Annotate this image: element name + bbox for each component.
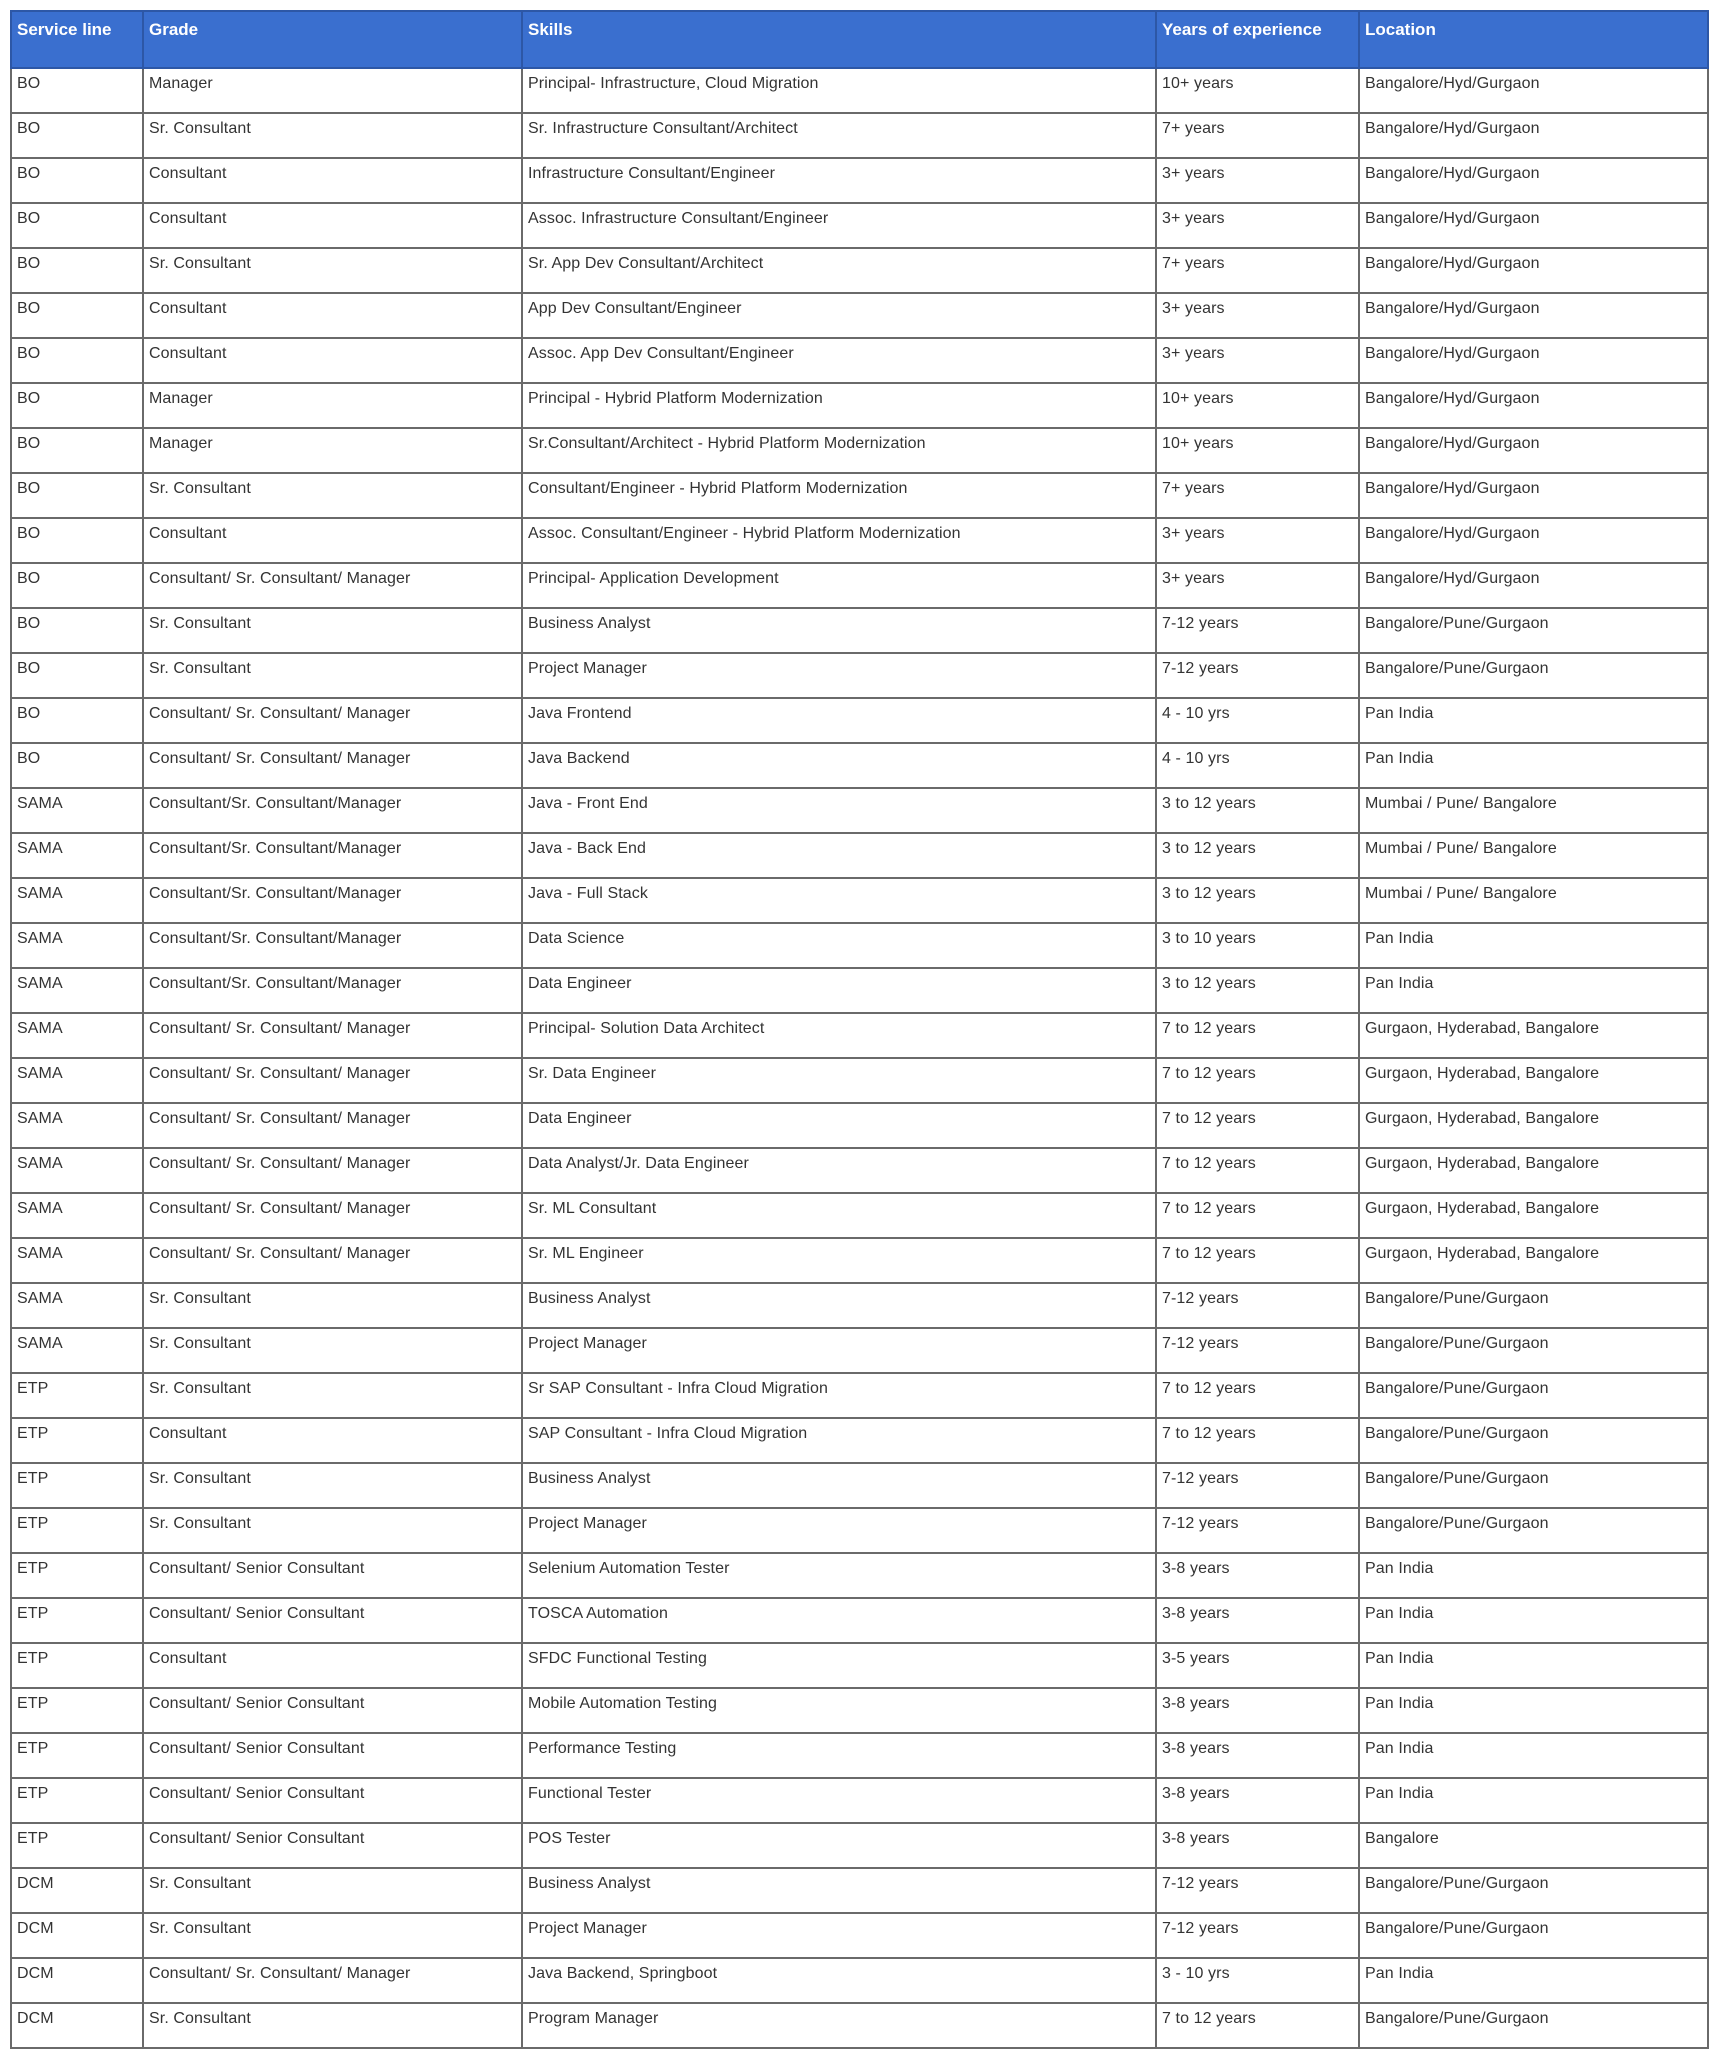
cell-grade: Consultant/ Sr. Consultant/ Manager (143, 743, 522, 788)
cell-grade: Manager (143, 68, 522, 113)
cell-location: Pan India (1359, 743, 1708, 788)
cell-location: Bangalore/Hyd/Gurgaon (1359, 383, 1708, 428)
table-row (11, 158, 1708, 203)
cell-grade: Consultant (143, 518, 522, 563)
cell-grade: Consultant/Sr. Consultant/Manager (143, 788, 522, 833)
table-row (11, 743, 1708, 788)
cell-location: Bangalore/Pune/Gurgaon (1359, 2003, 1708, 2048)
cell-service-line: BO (11, 248, 143, 293)
cell-skills: Sr. Data Engineer (522, 1058, 1156, 1103)
cell-service-line: ETP (11, 1463, 143, 1508)
cell-years-of-experience: 3-8 years (1156, 1733, 1359, 1778)
table-row (11, 1778, 1708, 1823)
cell-years-of-experience: 10+ years (1156, 428, 1359, 473)
header-grade: Grade (143, 11, 522, 68)
cell-location: Pan India (1359, 1598, 1708, 1643)
cell-service-line: ETP (11, 1778, 143, 1823)
cell-service-line: SAMA (11, 923, 143, 968)
cell-service-line: BO (11, 68, 143, 113)
cell-grade: Consultant/Sr. Consultant/Manager (143, 833, 522, 878)
cell-skills: Principal - Hybrid Platform Modernization (522, 383, 1156, 428)
cell-skills: Project Manager (522, 1913, 1156, 1958)
cell-grade: Consultant/ Sr. Consultant/ Manager (143, 1238, 522, 1283)
cell-service-line: ETP (11, 1508, 143, 1553)
cell-grade: Consultant/ Sr. Consultant/ Manager (143, 1958, 522, 2003)
cell-grade: Consultant/Sr. Consultant/Manager (143, 923, 522, 968)
table-row (11, 1463, 1708, 1508)
cell-grade: Consultant/ Senior Consultant (143, 1778, 522, 1823)
openings-table (10, 10, 1709, 2049)
cell-service-line: SAMA (11, 1283, 143, 1328)
cell-years-of-experience: 7-12 years (1156, 1913, 1359, 1958)
cell-service-line: BO (11, 653, 143, 698)
table-row (11, 608, 1708, 653)
cell-years-of-experience: 7 to 12 years (1156, 1058, 1359, 1103)
cell-grade: Sr. Consultant (143, 1283, 522, 1328)
cell-location: Pan India (1359, 1643, 1708, 1688)
cell-service-line: SAMA (11, 1238, 143, 1283)
cell-grade: Consultant/ Sr. Consultant/ Manager (143, 1103, 522, 1148)
cell-years-of-experience: 3-8 years (1156, 1823, 1359, 1868)
cell-years-of-experience: 7-12 years (1156, 653, 1359, 698)
cell-service-line: ETP (11, 1553, 143, 1598)
cell-location: Bangalore/Pune/Gurgaon (1359, 1283, 1708, 1328)
table-row (11, 473, 1708, 518)
cell-location: Bangalore/Pune/Gurgaon (1359, 1328, 1708, 1373)
cell-skills: POS Tester (522, 1823, 1156, 1868)
cell-location: Gurgaon, Hyderabad, Bangalore (1359, 1238, 1708, 1283)
cell-service-line: SAMA (11, 1058, 143, 1103)
table-row (11, 428, 1708, 473)
cell-location: Mumbai / Pune/ Bangalore (1359, 878, 1708, 923)
cell-location: Mumbai / Pune/ Bangalore (1359, 833, 1708, 878)
cell-location: Pan India (1359, 1553, 1708, 1598)
cell-skills: Project Manager (522, 653, 1156, 698)
table-row (11, 1508, 1708, 1553)
cell-grade: Consultant/ Senior Consultant (143, 1823, 522, 1868)
cell-years-of-experience: 3-8 years (1156, 1553, 1359, 1598)
cell-grade: Sr. Consultant (143, 608, 522, 653)
table-row (11, 1868, 1708, 1913)
cell-location: Bangalore/Hyd/Gurgaon (1359, 338, 1708, 383)
table-row (11, 1913, 1708, 1958)
cell-location: Bangalore/Pune/Gurgaon (1359, 1868, 1708, 1913)
table-row (11, 1103, 1708, 1148)
cell-location: Bangalore/Hyd/Gurgaon (1359, 113, 1708, 158)
cell-grade: Consultant (143, 1418, 522, 1463)
cell-service-line: SAMA (11, 1193, 143, 1238)
cell-skills: Principal- Infrastructure, Cloud Migration (522, 68, 1156, 113)
cell-location: Bangalore/Pune/Gurgaon (1359, 1373, 1708, 1418)
cell-grade: Sr. Consultant (143, 653, 522, 698)
table-row (11, 1148, 1708, 1193)
cell-location: Bangalore/Hyd/Gurgaon (1359, 158, 1708, 203)
cell-grade: Sr. Consultant (143, 1463, 522, 1508)
cell-skills: App Dev Consultant/Engineer (522, 293, 1156, 338)
cell-location: Pan India (1359, 1778, 1708, 1823)
cell-location: Gurgaon, Hyderabad, Bangalore (1359, 1058, 1708, 1103)
cell-years-of-experience: 10+ years (1156, 383, 1359, 428)
header-skills: Skills (522, 11, 1156, 68)
table-row (11, 833, 1708, 878)
cell-years-of-experience: 7+ years (1156, 473, 1359, 518)
cell-years-of-experience: 7 to 12 years (1156, 1103, 1359, 1148)
cell-service-line: BO (11, 698, 143, 743)
cell-location: Mumbai / Pune/ Bangalore (1359, 788, 1708, 833)
cell-location: Bangalore/Pune/Gurgaon (1359, 1508, 1708, 1553)
cell-skills: Project Manager (522, 1508, 1156, 1553)
cell-years-of-experience: 3 to 10 years (1156, 923, 1359, 968)
cell-years-of-experience: 3+ years (1156, 203, 1359, 248)
cell-grade: Consultant (143, 293, 522, 338)
cell-grade: Consultant (143, 1643, 522, 1688)
cell-skills: Business Analyst (522, 1868, 1156, 1913)
cell-years-of-experience: 7 to 12 years (1156, 1238, 1359, 1283)
table-row (11, 1958, 1708, 2003)
cell-location: Bangalore/Hyd/Gurgaon (1359, 473, 1708, 518)
header-service-line: Service line (11, 11, 143, 68)
cell-skills: Sr SAP Consultant - Infra Cloud Migration (522, 1373, 1156, 1418)
cell-years-of-experience: 3+ years (1156, 563, 1359, 608)
spreadsheet (10, 10, 1707, 2049)
cell-location: Pan India (1359, 923, 1708, 968)
cell-location: Bangalore (1359, 1823, 1708, 1868)
cell-location: Gurgaon, Hyderabad, Bangalore (1359, 1013, 1708, 1058)
cell-years-of-experience: 3 to 12 years (1156, 788, 1359, 833)
cell-location: Bangalore/Pune/Gurgaon (1359, 1418, 1708, 1463)
table-row (11, 788, 1708, 833)
cell-skills: Java Backend (522, 743, 1156, 788)
cell-skills: Sr. ML Engineer (522, 1238, 1156, 1283)
cell-grade: Consultant/ Senior Consultant (143, 1733, 522, 1778)
cell-skills: TOSCA Automation (522, 1598, 1156, 1643)
cell-skills: Business Analyst (522, 1463, 1156, 1508)
cell-grade: Sr. Consultant (143, 1373, 522, 1418)
table-row (11, 563, 1708, 608)
cell-years-of-experience: 7-12 years (1156, 1463, 1359, 1508)
cell-skills: Java Backend, Springboot (522, 1958, 1156, 2003)
table-row (11, 1058, 1708, 1103)
cell-grade: Sr. Consultant (143, 1913, 522, 1958)
cell-service-line: BO (11, 383, 143, 428)
table-row (11, 698, 1708, 743)
cell-location: Bangalore/Hyd/Gurgaon (1359, 248, 1708, 293)
cell-skills: Data Engineer (522, 1103, 1156, 1148)
cell-service-line: SAMA (11, 878, 143, 923)
cell-service-line: BO (11, 518, 143, 563)
table-row (11, 1688, 1708, 1733)
table-row (11, 1553, 1708, 1598)
cell-years-of-experience: 3-8 years (1156, 1778, 1359, 1823)
cell-years-of-experience: 4 - 10 yrs (1156, 698, 1359, 743)
cell-years-of-experience: 7-12 years (1156, 608, 1359, 653)
table-row (11, 383, 1708, 428)
cell-skills: Principal- Application Development (522, 563, 1156, 608)
table-row (11, 518, 1708, 563)
cell-grade: Consultant (143, 158, 522, 203)
cell-years-of-experience: 7 to 12 years (1156, 1418, 1359, 1463)
cell-years-of-experience: 3 to 12 years (1156, 833, 1359, 878)
cell-skills: Functional Tester (522, 1778, 1156, 1823)
cell-service-line: SAMA (11, 1328, 143, 1373)
table-row (11, 1733, 1708, 1778)
cell-service-line: SAMA (11, 1148, 143, 1193)
table-row (11, 338, 1708, 383)
cell-years-of-experience: 3-8 years (1156, 1598, 1359, 1643)
header-row (11, 11, 1708, 68)
table-row (11, 653, 1708, 698)
table-row (11, 113, 1708, 158)
table-row (11, 1823, 1708, 1868)
cell-years-of-experience: 7 to 12 years (1156, 1013, 1359, 1058)
cell-location: Pan India (1359, 1958, 1708, 2003)
cell-service-line: BO (11, 203, 143, 248)
cell-years-of-experience: 7 to 12 years (1156, 1148, 1359, 1193)
cell-service-line: ETP (11, 1598, 143, 1643)
cell-grade: Sr. Consultant (143, 473, 522, 518)
cell-skills: Java Frontend (522, 698, 1156, 743)
cell-service-line: ETP (11, 1823, 143, 1868)
cell-grade: Consultant/ Senior Consultant (143, 1688, 522, 1733)
cell-years-of-experience: 7 to 12 years (1156, 2003, 1359, 2048)
cell-years-of-experience: 7-12 years (1156, 1868, 1359, 1913)
cell-service-line: DCM (11, 1868, 143, 1913)
table-row (11, 248, 1708, 293)
cell-service-line: BO (11, 473, 143, 518)
cell-years-of-experience: 3+ years (1156, 158, 1359, 203)
cell-service-line: DCM (11, 2003, 143, 2048)
cell-years-of-experience: 4 - 10 yrs (1156, 743, 1359, 788)
header-years-of-experience: Years of experience (1156, 11, 1359, 68)
cell-grade: Consultant (143, 338, 522, 383)
cell-years-of-experience: 3-5 years (1156, 1643, 1359, 1688)
cell-years-of-experience: 7-12 years (1156, 1508, 1359, 1553)
cell-service-line: SAMA (11, 968, 143, 1013)
cell-grade: Sr. Consultant (143, 248, 522, 293)
cell-location: Bangalore/Hyd/Gurgaon (1359, 428, 1708, 473)
cell-years-of-experience: 3+ years (1156, 293, 1359, 338)
cell-location: Pan India (1359, 968, 1708, 1013)
cell-skills: Sr. App Dev Consultant/Architect (522, 248, 1156, 293)
cell-skills: Program Manager (522, 2003, 1156, 2048)
cell-skills: SAP Consultant - Infra Cloud Migration (522, 1418, 1156, 1463)
cell-service-line: BO (11, 743, 143, 788)
cell-years-of-experience: 3+ years (1156, 518, 1359, 563)
cell-grade: Manager (143, 383, 522, 428)
table-row (11, 878, 1708, 923)
cell-location: Pan India (1359, 1688, 1708, 1733)
cell-service-line: ETP (11, 1418, 143, 1463)
cell-skills: Business Analyst (522, 608, 1156, 653)
cell-years-of-experience: 7+ years (1156, 113, 1359, 158)
cell-grade: Consultant/ Senior Consultant (143, 1598, 522, 1643)
table-body (11, 68, 1708, 2048)
cell-service-line: DCM (11, 1913, 143, 1958)
table-row (11, 1283, 1708, 1328)
cell-service-line: SAMA (11, 833, 143, 878)
cell-service-line: SAMA (11, 1013, 143, 1058)
table-row (11, 68, 1708, 113)
cell-location: Pan India (1359, 1733, 1708, 1778)
cell-grade: Consultant/Sr. Consultant/Manager (143, 968, 522, 1013)
table-row (11, 1418, 1708, 1463)
cell-years-of-experience: 3 to 12 years (1156, 878, 1359, 923)
cell-location: Bangalore/Hyd/Gurgaon (1359, 68, 1708, 113)
table-row (11, 293, 1708, 338)
table-row (11, 1193, 1708, 1238)
cell-skills: SFDC Functional Testing (522, 1643, 1156, 1688)
cell-years-of-experience: 10+ years (1156, 68, 1359, 113)
cell-grade: Sr. Consultant (143, 1868, 522, 1913)
table-row (11, 203, 1708, 248)
cell-skills: Infrastructure Consultant/Engineer (522, 158, 1156, 203)
cell-location: Pan India (1359, 698, 1708, 743)
table-row (11, 968, 1708, 1013)
cell-grade: Consultant/ Sr. Consultant/ Manager (143, 698, 522, 743)
cell-skills: Project Manager (522, 1328, 1156, 1373)
cell-grade: Sr. Consultant (143, 113, 522, 158)
table-row (11, 1328, 1708, 1373)
table-row (11, 2003, 1708, 2048)
cell-location: Bangalore/Pune/Gurgaon (1359, 653, 1708, 698)
cell-service-line: SAMA (11, 788, 143, 833)
cell-grade: Consultant/ Senior Consultant (143, 1553, 522, 1598)
cell-skills: Java - Front End (522, 788, 1156, 833)
table-row (11, 1598, 1708, 1643)
cell-skills: Data Engineer (522, 968, 1156, 1013)
cell-skills: Assoc. Infrastructure Consultant/Engineer (522, 203, 1156, 248)
cell-skills: Performance Testing (522, 1733, 1156, 1778)
cell-service-line: ETP (11, 1643, 143, 1688)
cell-grade: Consultant/ Sr. Consultant/ Manager (143, 1193, 522, 1238)
cell-skills: Consultant/Engineer - Hybrid Platform Modernization (522, 473, 1156, 518)
cell-location: Gurgaon, Hyderabad, Bangalore (1359, 1103, 1708, 1148)
cell-years-of-experience: 3+ years (1156, 338, 1359, 383)
cell-location: Bangalore/Hyd/Gurgaon (1359, 563, 1708, 608)
cell-skills: Java - Back End (522, 833, 1156, 878)
cell-service-line: BO (11, 293, 143, 338)
cell-skills: Business Analyst (522, 1283, 1156, 1328)
cell-grade: Consultant (143, 203, 522, 248)
cell-grade: Consultant/ Sr. Consultant/ Manager (143, 1058, 522, 1103)
cell-skills: Java - Full Stack (522, 878, 1156, 923)
cell-location: Bangalore/Pune/Gurgaon (1359, 1463, 1708, 1508)
cell-skills: Assoc. App Dev Consultant/Engineer (522, 338, 1156, 383)
cell-service-line: BO (11, 428, 143, 473)
cell-service-line: BO (11, 113, 143, 158)
cell-years-of-experience: 3 - 10 yrs (1156, 1958, 1359, 2003)
header-location: Location (1359, 11, 1708, 68)
cell-service-line: DCM (11, 1958, 143, 2003)
cell-years-of-experience: 3-8 years (1156, 1688, 1359, 1733)
cell-location: Bangalore/Hyd/Gurgaon (1359, 203, 1708, 248)
cell-skills: Principal- Solution Data Architect (522, 1013, 1156, 1058)
cell-grade: Consultant/Sr. Consultant/Manager (143, 878, 522, 923)
table-row (11, 1373, 1708, 1418)
cell-location: Gurgaon, Hyderabad, Bangalore (1359, 1148, 1708, 1193)
cell-grade: Sr. Consultant (143, 2003, 522, 2048)
cell-skills: Data Analyst/Jr. Data Engineer (522, 1148, 1156, 1193)
cell-service-line: ETP (11, 1688, 143, 1733)
cell-location: Gurgaon, Hyderabad, Bangalore (1359, 1193, 1708, 1238)
cell-service-line: BO (11, 338, 143, 383)
cell-skills: Sr. ML Consultant (522, 1193, 1156, 1238)
table-header (11, 11, 1708, 68)
cell-location: Bangalore/Hyd/Gurgaon (1359, 293, 1708, 338)
cell-grade: Consultant/ Sr. Consultant/ Manager (143, 1148, 522, 1193)
cell-grade: Sr. Consultant (143, 1328, 522, 1373)
table-row (11, 923, 1708, 968)
cell-service-line: ETP (11, 1733, 143, 1778)
cell-years-of-experience: 3 to 12 years (1156, 968, 1359, 1013)
cell-skills: Sr.Consultant/Architect - Hybrid Platform Modernization (522, 428, 1156, 473)
cell-service-line: ETP (11, 1373, 143, 1418)
cell-location: Bangalore/Pune/Gurgaon (1359, 1913, 1708, 1958)
cell-years-of-experience: 7-12 years (1156, 1328, 1359, 1373)
cell-years-of-experience: 7 to 12 years (1156, 1193, 1359, 1238)
cell-service-line: SAMA (11, 1103, 143, 1148)
cell-grade: Consultant/ Sr. Consultant/ Manager (143, 563, 522, 608)
cell-skills: Sr. Infrastructure Consultant/Architect (522, 113, 1156, 158)
cell-years-of-experience: 7+ years (1156, 248, 1359, 293)
cell-skills: Assoc. Consultant/Engineer - Hybrid Platform Modernization (522, 518, 1156, 563)
cell-years-of-experience: 7 to 12 years (1156, 1373, 1359, 1418)
cell-skills: Mobile Automation Testing (522, 1688, 1156, 1733)
table-row (11, 1238, 1708, 1283)
cell-skills: Data Science (522, 923, 1156, 968)
cell-service-line: BO (11, 563, 143, 608)
cell-grade: Consultant/ Sr. Consultant/ Manager (143, 1013, 522, 1058)
table-row (11, 1643, 1708, 1688)
cell-grade: Sr. Consultant (143, 1508, 522, 1553)
cell-grade: Manager (143, 428, 522, 473)
cell-skills: Selenium Automation Tester (522, 1553, 1156, 1598)
cell-location: Bangalore/Hyd/Gurgaon (1359, 518, 1708, 563)
cell-years-of-experience: 7-12 years (1156, 1283, 1359, 1328)
cell-location: Bangalore/Pune/Gurgaon (1359, 608, 1708, 653)
cell-service-line: BO (11, 158, 143, 203)
cell-service-line: BO (11, 608, 143, 653)
table-row (11, 1013, 1708, 1058)
